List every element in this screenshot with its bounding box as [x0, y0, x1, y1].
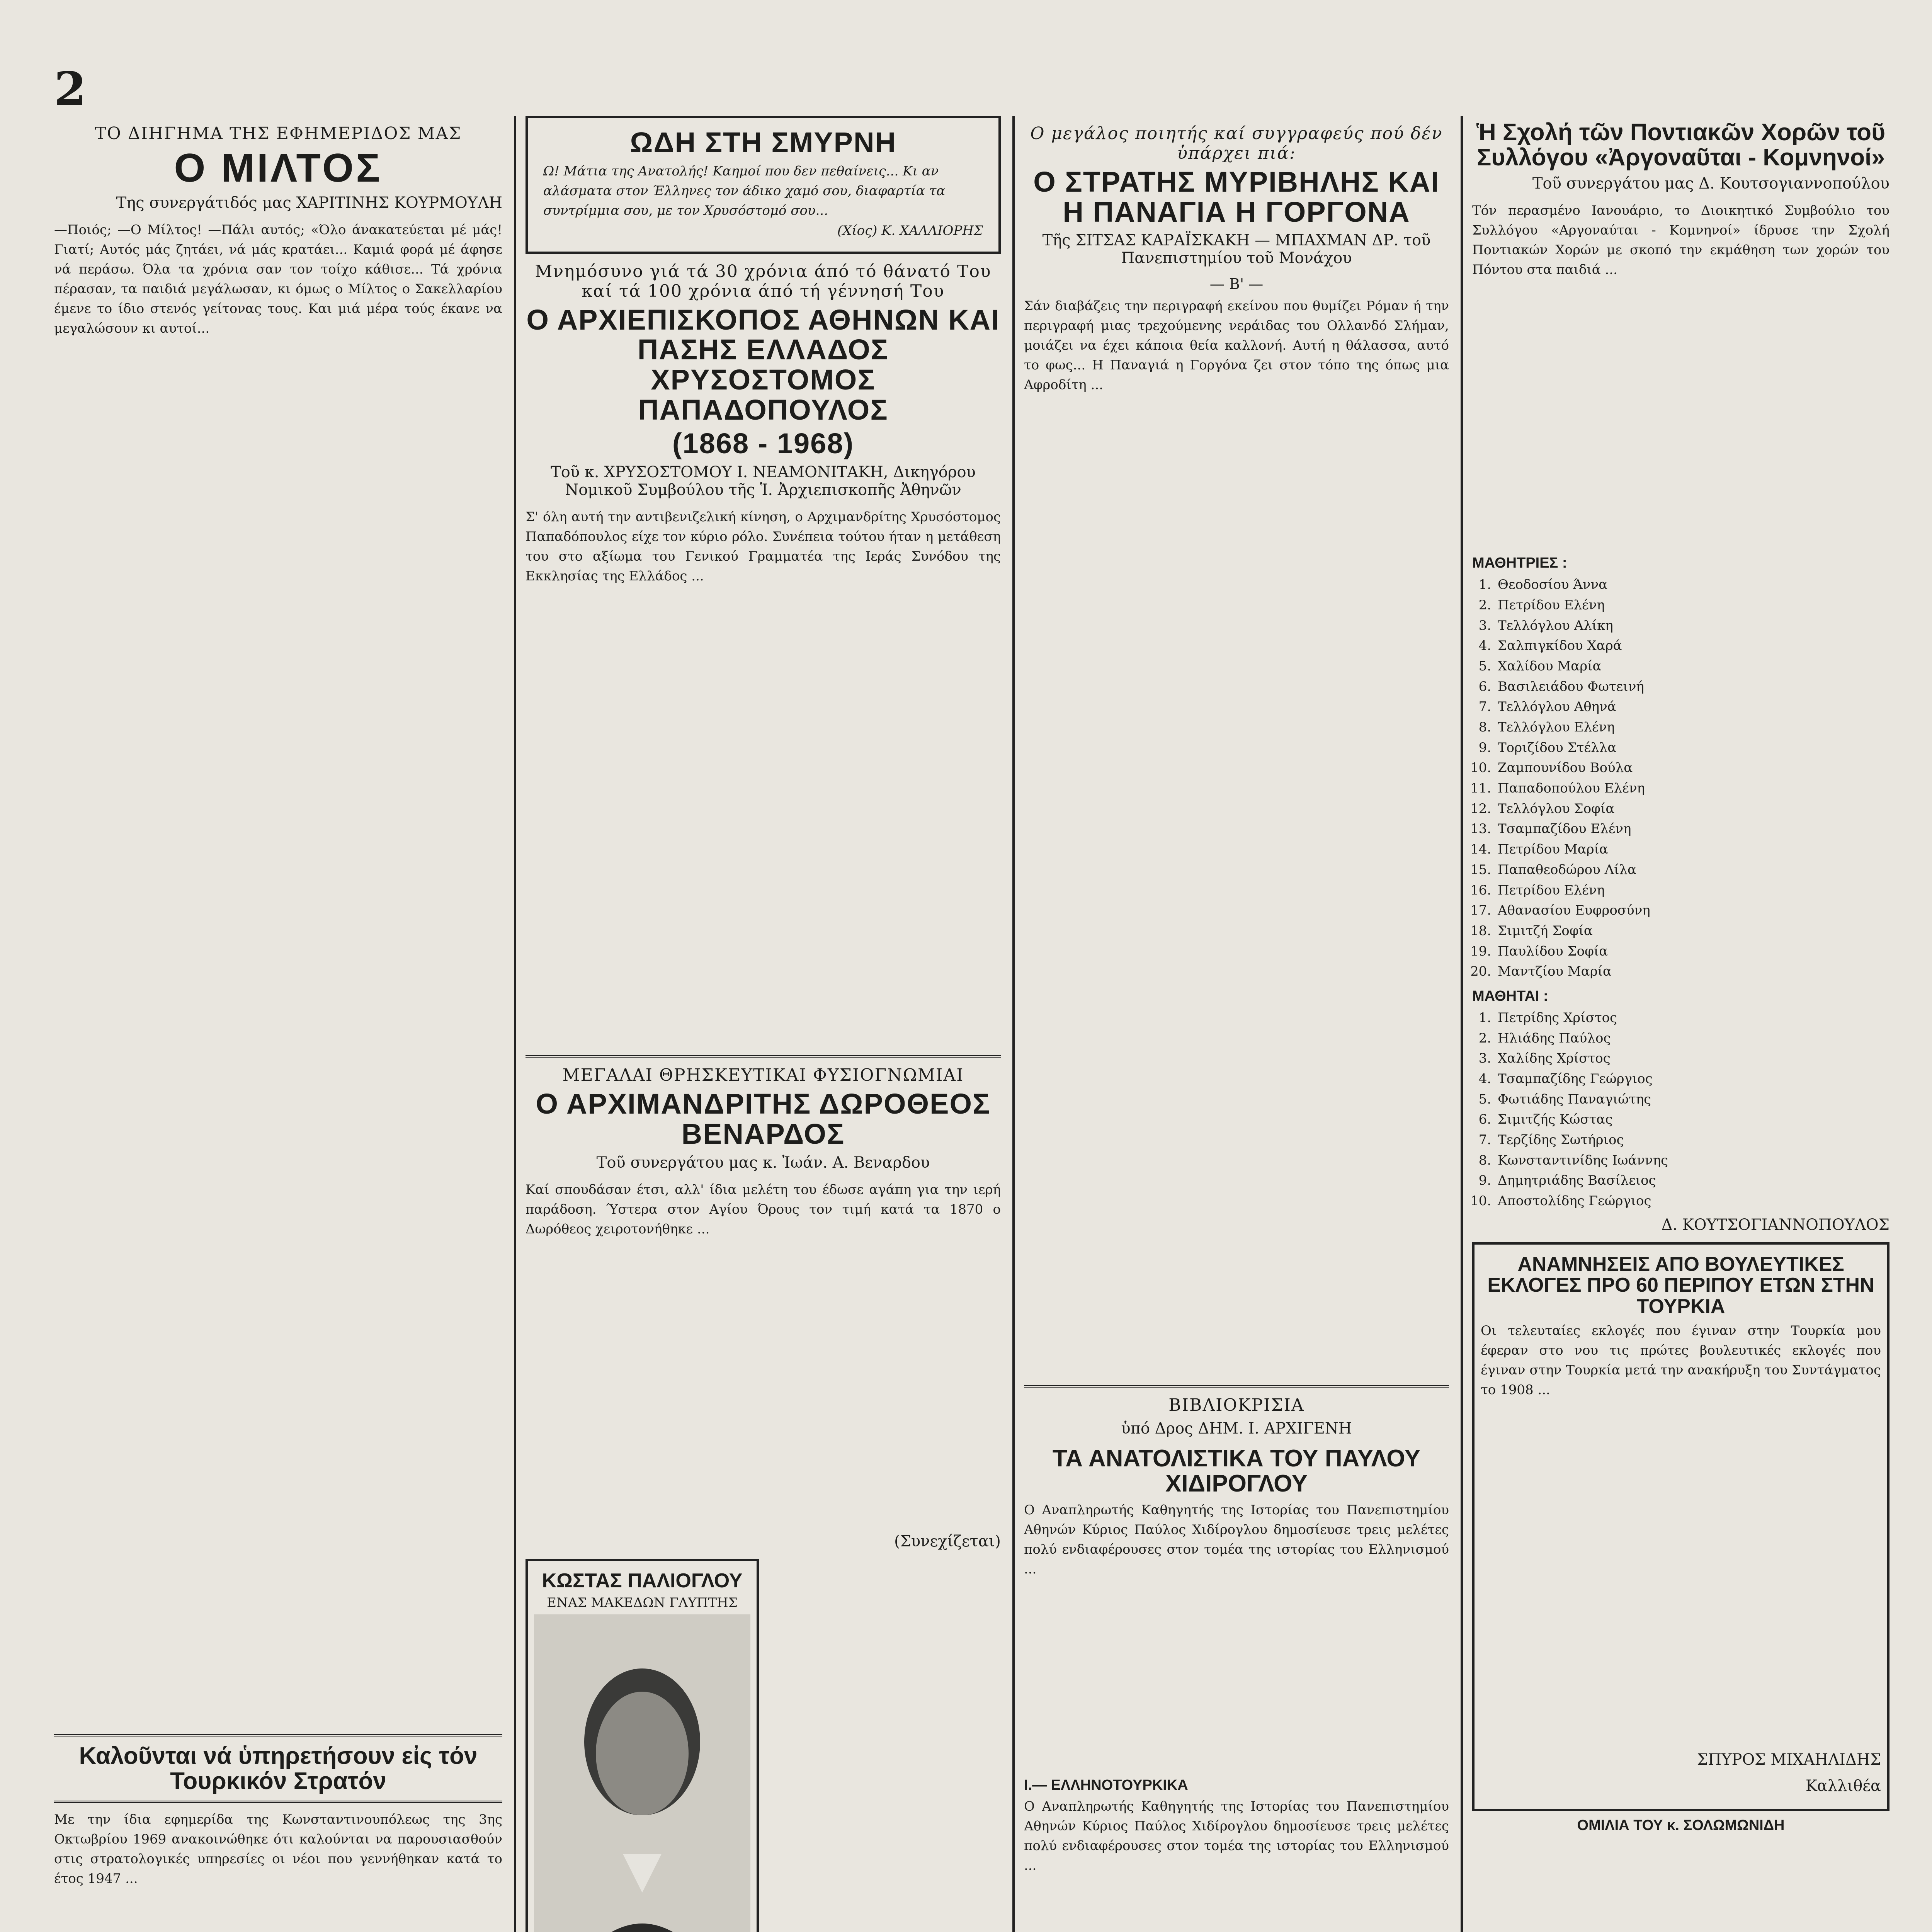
student-name: 9. Τοριζίδου Στέλλα [1495, 738, 1889, 758]
army-call-body: Με την ίδια εφημερίδα της Κωνσταντινουπόλεως της 3ης Οκτωβρίου 1969 ανακοινώθηκε ότι καλούνται να παρουσιασθούν στις στρατολογικές υπηρεσίες οι νέοι που γεννήθηκαν κατά το έτος 1947 ... [54, 1812, 502, 1887]
sculptor-name: ΚΩΣΤΑΣ ΠΑΛΙΟΓΛΟΥ [542, 1569, 743, 1592]
student-name: 8. Τελλόγλου Ελένη [1495, 717, 1889, 738]
boys-heading: ΜΑΘΗΤΑΙ : [1472, 988, 1548, 1004]
column-dance-school [1472, 116, 1889, 1837]
page-number: 2 [54, 62, 87, 116]
review-subhead: Ι.— ΕΛΛΗΝΟΤΟΥΡΚΙΚΑ [1024, 1777, 1188, 1793]
student-name: 11. Παπαδοπούλου Ελένη [1495, 778, 1889, 799]
review-body: Ο Αναπληρωτής Καθηγητής της Ιστορίας του Πανεπιστημίου Αθηνών Κύριος Παύλος Χιδίρογλου δημοσίευσε τρεις μελέτες πολύ ενδιαφέρουσες στον τομέα της ιστορίας του Ελληνισμού ... [1024, 1502, 1449, 1577]
dance-body: Τόν περασμένο Ιανουάριο, το Διοικητικό Συμβούλιο του Συλλόγου «Αργοναύται - Κομνηνοί» ίδρυσε την Σχολή Ποντιακών Χορών με σκοπό την εκμάθηση των χορών του Πόντου στα παιδιά ... [1472, 203, 1889, 278]
student-name: 14. Πετρίδου Μαρία [1495, 839, 1889, 860]
memorial-byline: Τοῦ κ. ΧΡΥΣΟΣΤΟΜΟΥ Ι. ΝΕΑΜΟΝΙΤΑΚΗ, Δικηγόρου Νομικοῦ Συμβούλου τῆς Ἱ. Ἀρχιεπισκοπῆς Ἀθηνῶν [551, 463, 976, 499]
dance-byline: Τοῦ συνεργάτου μας Δ. Κουτσογιαννοπούλου [1532, 175, 1889, 193]
elections-place: Καλλιθέα [1805, 1777, 1881, 1795]
student-name: 1. Πετρίδης Χρίστος [1495, 1008, 1889, 1028]
article-kicker: Ο μεγάλος ποιητής καί συγγραφεύς πού δέν ὑπάρχει πιά: [1030, 124, 1443, 163]
poem-box [526, 116, 1001, 254]
lecture-title: ΟΜΙΛΙΑ ΤΟΥ κ. ΣΟΛΩΜΩΝΙΔΗ [1577, 1817, 1785, 1833]
figures-body: Καί σπουδάσαν έτσι, αλλ' ίδια μελέτη του έδωσε αγάπη για την ιερή παράδοση. Ύστερα στον Αγίου Όρους τον τιμή κατά τα 1870 ο Δωρόθεος χειροτονήθηκε ... [526, 1182, 1001, 1237]
boys-list [1472, 1008, 1889, 1211]
student-name: 6. Σιμιτζής Κώστας [1495, 1109, 1889, 1130]
elections-box [1472, 1242, 1889, 1811]
review-byline: ὑπό Δρος ΔΗΜ. Ι. ΑΡΧΙΓΕΝΗ [1121, 1420, 1352, 1438]
student-name: 7. Τερζίδης Σωτήριος [1495, 1130, 1889, 1150]
student-name: 4. Τσαμπαζίδης Γεώργιος [1495, 1069, 1889, 1089]
review-title: ΤΑ ΑΝΑΤΟΛΙΣΤΙΚΑ ΤΟΥ ΠΑΥΛΟΥ ΧΙΔΙΡΟΓΛΟΥ [1052, 1445, 1421, 1497]
portrait-photo [534, 1614, 750, 1932]
army-call-headline: Καλοῦνται νά ὑπηρετήσουν εἰς τόν Τουρκικόν Στρατόν [79, 1743, 478, 1795]
student-name: 9. Δημητριάδης Βασίλειος [1495, 1170, 1889, 1191]
student-name: 16. Πετρίδου Ελένη [1495, 880, 1889, 901]
sculptor-subtitle: ΕΝΑΣ ΜΑΚΕΔΩΝ ΓΛΥΠΤΗΣ [547, 1595, 738, 1611]
student-name: 20. Μαντζίου Μαρία [1495, 961, 1889, 982]
figures-title: Ο ΑΡΧΙΜΑΝΔΡΙΤΗΣ ΔΩΡΟΘΕΟΣ ΒΕΝΑΡΔΟΣ [536, 1088, 991, 1150]
student-name: 3. Χαλίδης Χρίστος [1495, 1048, 1889, 1069]
figures-kicker: ΜΕΓΑΛΑΙ ΘΡΗΣΚΕΥΤΙΚΑΙ ΦΥΣΙΟΓΝΩΜΙΑΙ [562, 1065, 964, 1085]
student-name: 10. Ζαμπουνίδου Βούλα [1495, 758, 1889, 778]
column-divider [1012, 116, 1015, 1932]
story-kicker: ΤΟ ΔΙΗΓΗΜΑ ΤΗΣ ΕΦΗΜΕΡΙΔΟΣ ΜΑΣ [95, 124, 462, 143]
story-title: Ο ΜΙΛΤΟΣ [174, 146, 383, 190]
article-byline: Τῆς ΣΙΤΣΑΣ ΚΑΡΑΪΣΚΑΚΗ — ΜΠΑΧΜΑΝ ΔΡ. τοῦ Πανεπιστημίου τοῦ Μονάχου [1042, 231, 1431, 267]
column-divider [514, 116, 516, 1932]
continued-note: (Συνεχίζεται) [894, 1532, 1001, 1550]
memorial-title: Ο ΑΡΧΙΕΠΙΣΚΟΠΟΣ ΑΘΗΝΩΝ ΚΑΙ ΠΑΣΗΣ ΕΛΛΑΔΟΣ ΧΡΥΣΟΣΤΟΜΟΣ ΠΑΠΑΔΟΠΟΥΛΟΣ [526, 303, 1000, 426]
students-list [1472, 575, 1889, 982]
student-name: 2. Ηλιάδης Παύλος [1495, 1028, 1889, 1049]
student-name: 18. Σιμιτζή Σοφία [1495, 921, 1889, 941]
sculptor-box [526, 1559, 759, 1932]
story-body: —Ποιός; —Ο Μίλτος! —Πάλι αυτός; «Όλο άνακατεύεται μέ μάς! Γιατί; Αυτός μάς ζητάει, νά μάς κρατάει... Καμιά φορά μέ άφησε νά περάσω. Όλα τα χρόνια σαν τον τοίχο κάθισε... Τά χρόνια πέρασαν, τα παιδιά μεγάλωσαν, κι όμως ο Μίλτος ο Σακελλαρίου έμενε το ίδιο στενός γείτονας τους. Και μιά μέρα τούς έκανε να μεγαλώσουν κι αυτοί... [54, 222, 502, 337]
student-name: 7. Τελλόγλου Αθηνά [1495, 697, 1889, 717]
divider [54, 1801, 502, 1803]
article-title: Ο ΣΤΡΑΤΗΣ ΜΥΡΙΒΗΛΗΣ ΚΑΙ Η ΠΑΝΑΓΙΑ Η ΓΟΡΓΟΝΑ [1033, 166, 1440, 228]
review-kicker: ΒΙΒΛΙΟΚΡΙΣΙΑ [1168, 1395, 1304, 1415]
memorial-body: Σ' όλη αυτή την αντιβενιζελική κίνηση, ο Αρχιμανδρίτης Χρυσόστομος Παπαδόπουλος είχε τον κύριο ρόλο. Συνέπεια τούτου ήταν η μετάθεση του στο αξίωμα του Γενικού Γραμματέα της Ιεράς Συνόδου της Εκκλησίας της Ελλάδος ... [526, 509, 1001, 584]
student-name: 8. Κωνσταντινίδης Ιωάννης [1495, 1150, 1889, 1171]
student-name: 6. Βασιλειάδου Φωτεινή [1495, 677, 1889, 697]
student-name: 2. Πετρίδου Ελένη [1495, 595, 1889, 616]
divider [1024, 1385, 1449, 1388]
column-literature [1024, 116, 1449, 1932]
student-name: 17. Αθανασίου Ευφροσύνη [1495, 900, 1889, 921]
review-body-2: Ο Αναπληρωτής Καθηγητής της Ιστορίας του Πανεπιστημίου Αθηνών Κύριος Παύλος Χιδίρογλου δημοσίευσε τρεις μελέτες πολύ ενδιαφέρουσες στον τομέα της ιστορίας του Ελληνισμού ... [1024, 1798, 1449, 1873]
student-name: 4. Σαλπιγκίδου Χαρά [1495, 636, 1889, 656]
student-name: 1. Θεοδοσίου Άννα [1495, 575, 1889, 595]
student-name: 3. Τελλόγλου Αλίκη [1495, 616, 1889, 636]
article-part: — Β' — [1209, 276, 1264, 293]
divider [54, 1734, 502, 1736]
students-heading: ΜΑΘΗΤΡΙΕΣ : [1472, 555, 1567, 571]
poem-title: ΩΔΗ ΣΤΗ ΣΜΥΡΝΗ [630, 126, 896, 158]
student-name: 15. Παπαθεοδώρου Λίλα [1495, 860, 1889, 880]
column-religion [526, 116, 1001, 1932]
student-name: 5. Φωτιάδης Παναγιώτης [1495, 1089, 1889, 1110]
poem-signature: (Χίος) Κ. ΧΑΛΛΙΟΡΗΣ [837, 223, 983, 238]
student-name: 13. Τσαμπαζίδου Ελένη [1495, 819, 1889, 839]
elections-title: ΑΝΑΜΝΗΣΕΙΣ ΑΠΟ ΒΟΥΛΕΥΤΙΚΕΣ ΕΚΛΟΓΕΣ ΠΡΟ 60 ΠΕΡΙΠΟΥ ΕΤΩΝ ΣΤΗΝ ΤΟΥΡΚΙΑ [1487, 1253, 1874, 1318]
figures-byline: Τοῦ συνεργάτου μας κ. Ἰωάν. Α. Βεναρδου [596, 1153, 930, 1172]
divider [526, 1055, 1001, 1058]
student-name: 10. Αποστολίδης Γεώργιος [1495, 1191, 1889, 1211]
student-name: 19. Παυλίδου Σοφία [1495, 941, 1889, 962]
poem-text: Ω! Μάτια της Ανατολής! Καημοί που δεν πεθαίνεις... Κι αν αλάσματα στον Έλληνες τον άδικο χαμό σου, διαφαρτία τα συντρίμμια σου, με τον Χρυσόστομό σου... [543, 163, 946, 218]
memorial-years: (1868 - 1968) [672, 427, 854, 460]
column-story [54, 116, 502, 1932]
student-name: 12. Τελλόγλου Σοφία [1495, 799, 1889, 819]
dance-title: Ἡ Σχολή τῶν Ποντιακῶν Χορῶν τοῦ Συλλόγου «Ἀργοναῦται - Κομνηνοί» [1476, 119, 1886, 171]
memorial-kicker: Μνημόσυνο γιά τά 30 χρόνια άπό τό θάνατό Του καί τά 100 χρόνια άπό τή γέννησή Του [535, 261, 992, 301]
elections-body: Οι τελευταίες εκλογές που έγιναν στην Τουρκία μου έφεραν στο νου τις πρώτες βουλευτικές εκλογές που έγιναν στην Τουρκία μετά την ανακήρυξη του Συντάγματος το 1908 ... [1481, 1323, 1881, 1398]
article-body: Σάν διαβάζεις την περιγραφή εκείνου που θυμίζει Ρόμαν ή την περιγραφή μιας τρεχούμενης νεράιδας του Ολλανδό Σλήμαν, μοιάζει να έχει κάποια θεία καλλονή. Αυτή η θάλασσα, αυτό το φως... Η Παναγιά η Γοργόνα ζει στον τόπο της όπως μια Αφροδίτη ... [1024, 298, 1449, 393]
dance-signature: Δ. ΚΟΥΤΣΟΓΙΑΝΝΟΠΟΥΛΟΣ [1661, 1216, 1889, 1234]
story-byline: Της συνεργάτιδός μας ΧΑΡΙΤΙΝΗΣ ΚΟΥΡΜΟΥΛΗ [116, 194, 502, 212]
student-name: 5. Χαλίδου Μαρία [1495, 656, 1889, 677]
column-divider [1461, 116, 1463, 1932]
elections-signature: ΣΠΥΡΟΣ ΜΙΧΑΗΛΙΔΗΣ [1697, 1750, 1881, 1769]
